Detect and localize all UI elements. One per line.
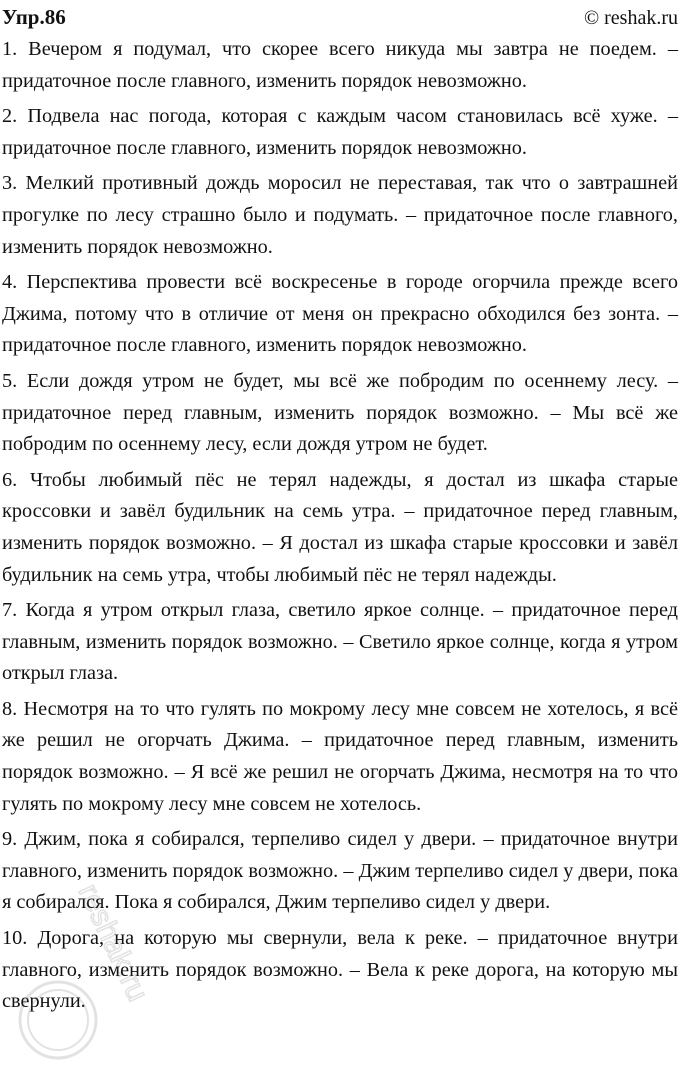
answer-paragraph-4: 4. Перспектива провести всё воскресенье в городе огорчила прежде всего Джима, потому что в отличие от меня он прекрасно обходился без зонта. – придаточное после главного, изменить порядок невозможно. [2,271,678,357]
exercise-title: Упр.86 [2,5,66,29]
answer-paragraph-10: 10. Дорога, на которую мы свернули, вела к реке. – придаточное внутри главного, изменить порядок возможно. – Вела к реке дорога, на которую мы свернули. [2,927,678,1013]
answer-text [0,34,681,1018]
answer-paragraph-6: 6. Чтобы любимый пёс не терял надежды, я достал из шкафа старые кроссовки и завёл будильник на семь утра. – придаточное перед главным, изменить порядок возможно. – Я достал из шкафа старые кроссовки и завёл будильник на семь утра, чтобы любимый пёс не терял надежды. [2,468,678,586]
answer-paragraph-5: 5. Если дождя утром не будет, мы всё же побродим по осеннему лесу. – придаточное перед главным, изменить порядок возможно. – Мы всё же побродим по осеннему лесу, если дождя утром не будет. [2,369,678,456]
answer-paragraph-2: 2. Подвела нас погода, которая с каждым часом становилась всё хуже. – придаточное после главного, изменить порядок невозможно. [2,105,678,159]
svg-text:reshak.ru: reshak.ru [71,879,155,1007]
answer-paragraph-9: 9. Джим, пока я собирался, терпеливо сидел у двери. – придаточное внутри главного, изменить порядок возможно. – Джим терпеливо сидел у двери, пока я собирался. Пока я собирался, Джим терпеливо сидел у двери. [2,828,678,914]
answer-paragraph-3: 3. Мелкий противный дождь моросил не переставая, так что о завтрашней прогулке по лесу страшно было и подумать. – придаточное после главного, изменить порядок невозможно. [2,172,678,258]
answer-paragraph-8: 8. Несмотря на то что гулять по мокрому лесу мне совсем не хотелось, я всё же решил не огорчать Джима. – придаточное перед главным, изменить порядок возможно. – Я всё же решил не огорчать Джима, несмотря на то что гулять по мокрому лесу мне совсем не хотелось. [2,697,678,815]
answer-paragraph-1: 1. Вечером я подумал, что скорее всего никуда мы завтра не поедем. – придаточное после главного, изменить порядок невозможно. [2,38,678,92]
page-header [0,0,681,34]
answer-paragraph-7: 7. Когда я утром открыл глаза, светило яркое солнце. – придаточное перед главным, изменить порядок возможно. – Светило яркое солнце, когда я утром открыл глаза. [2,599,678,685]
copyright-label: © reshak.ru [583,7,678,29]
